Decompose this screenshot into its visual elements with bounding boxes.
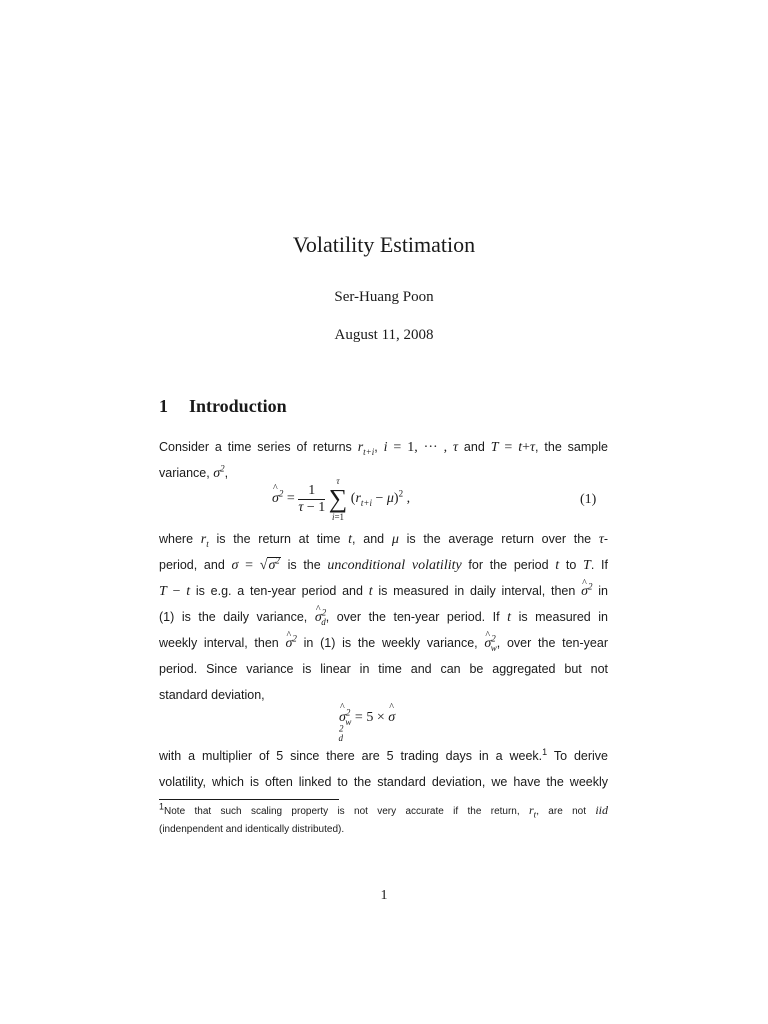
paragraph-line: (1) is the daily variance, ^ $\sigma^2_d$, over the ten-year period. If t is measured in: [159, 607, 608, 628]
page-number: 1: [380, 888, 388, 903]
footnote-line: (indenpendent and identically distributed).: [159, 824, 345, 835]
paragraph-line: where $r_t$ is the return at time t, and μ is the average return over the τ-: [159, 532, 609, 549]
paragraph-line: weekly interval, then ^ $\sigma^2$ in (1) is the weekly variance, ^ $\sigma^2_w$, over the ten-year: [159, 633, 608, 654]
section-heading: [159, 396, 287, 417]
footnote-ref: 1: [542, 746, 548, 757]
equation-number: (1): [580, 492, 597, 507]
paragraph-line: T − t is e.g. a ten-year period and t is measured in daily interval, then ^ $\sigma^2$ in: [159, 581, 608, 602]
paper-title: Volatility Estimation: [292, 232, 476, 257]
paragraph-line: period, and $\sigma = √\sigma^2$ is the unconditional volatility for the period t to T. If: [159, 555, 608, 573]
footnote-line: $^1$Note that such scaling property is not very accurate if the return, $r_t$, are not iid: [159, 801, 609, 820]
section-number: 1: [159, 396, 168, 416]
footnote-rule: [159, 799, 339, 800]
paper-date: August 11, 2008: [334, 327, 434, 343]
paragraph-line: with a multiplier of 5 since there are 5 trading days in a week.$^1$ To derive: [159, 746, 608, 763]
paragraph-line: period. Since variance is linear in time and can be aggregated but not: [159, 662, 608, 676]
paragraph-line: Consider a time series of returns $r_{t+i}$, i = 1, ··· , τ and T = t+τ, the sample: [159, 440, 608, 457]
paragraph-line: variance, $\sigma^2$,: [159, 463, 229, 481]
paragraph-line: volatility, which is often linked to the standard deviation, we have the weekly: [159, 775, 608, 789]
paragraph-line: standard deviation,: [159, 688, 265, 702]
equation-weekly-daily: ^ $\sigma^2_w = 5$ × ^ $\sigma^2_d$: [339, 710, 399, 742]
section-title: Introduction: [189, 396, 287, 416]
author-name: Ser-Huang Poon: [334, 289, 434, 305]
equation-variance: ^ $\sigma^2$ = $\frac{1}{\tau - 1}$ τ ∑ i=1 $(r_{t+i} - \mu)^2$ ,: [272, 476, 410, 522]
